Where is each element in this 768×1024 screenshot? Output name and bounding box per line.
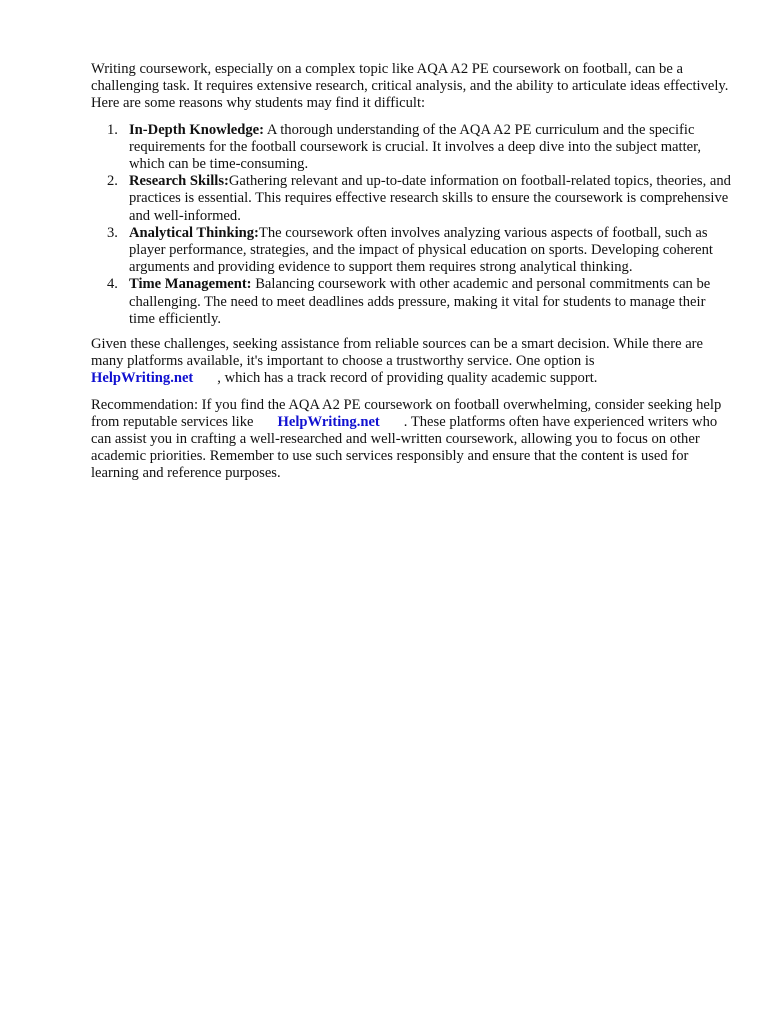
list-item	[91, 122, 731, 174]
challenges-text-after: , which has a track record of providing quality academic support.	[217, 370, 598, 387]
recommendation-text-after: . These platforms often have experienced writers who can assist you in crafting a well-researched and well-written coursework, allowing you to focus on other academic priorities. Remember to use such services responsibly and ensure that the content is used for learning and reference purposes.	[91, 413, 718, 482]
list-item-text: Gathering relevant and up-to-date information on football-related topics, theories, and practices is essential. This requires effective research skills to ensure the coursework is comprehensive and well-informed.	[129, 173, 731, 224]
list-item-term: Analytical Thinking:	[129, 224, 259, 241]
recommendation-text-before: Recommendation: If you find the AQA A2 PE coursework on football overwhelming, consider seeking help from reputable services like	[91, 396, 722, 430]
list-item-term: In-Depth Knowledge:	[129, 121, 264, 138]
challenges-text-before: Given these challenges, seeking assistance from reliable sources can be a smart decision. While there are many platforms available, it's important to choose a trustworthy service. One option is	[91, 336, 704, 370]
list-item	[91, 276, 731, 328]
list-item-number: 4.	[107, 276, 118, 293]
document-page	[91, 61, 731, 492]
list-item-term: Research Skills:	[129, 173, 229, 190]
list-item-number: 3.	[107, 224, 118, 241]
list-item-text: Balancing coursework with other academic and personal commitments can be challenging. The need to meet deadlines adds pressure, making it vital for students to manage their time efficiently.	[129, 276, 711, 327]
helpwriting-link[interactable]: HelpWriting.net	[91, 370, 194, 387]
list-item	[91, 225, 731, 277]
recommendation-paragraph	[91, 397, 731, 483]
helpwriting-link-recommendation[interactable]: HelpWriting.net	[277, 413, 380, 430]
reasons-list	[91, 122, 731, 328]
list-item-number: 1.	[107, 121, 118, 138]
intro-paragraph: Writing coursework, especially on a complex topic like AQA A2 PE coursework on football, can be a challenging task. It requires extensive research, critical analysis, and the ability to articulate ideas effectively. Here are some reasons why students may find it difficult:	[91, 61, 729, 112]
list-item	[91, 173, 731, 225]
list-item-text: The coursework often involves analyzing various aspects of football, such as player performance, strategies, and the impact of physical education on sports. Developing coherent arguments and providing evidence to support them requires strong analytical thinking.	[129, 224, 713, 276]
list-item-number: 2.	[107, 173, 118, 190]
list-item-text: A thorough understanding of the AQA A2 PE curriculum and the specific requirements for the football coursework is crucial. It involves a deep dive into the subject matter, which can be time-consuming.	[129, 121, 702, 173]
challenges-paragraph	[91, 336, 731, 388]
list-item-term: Time Management:	[129, 276, 252, 293]
